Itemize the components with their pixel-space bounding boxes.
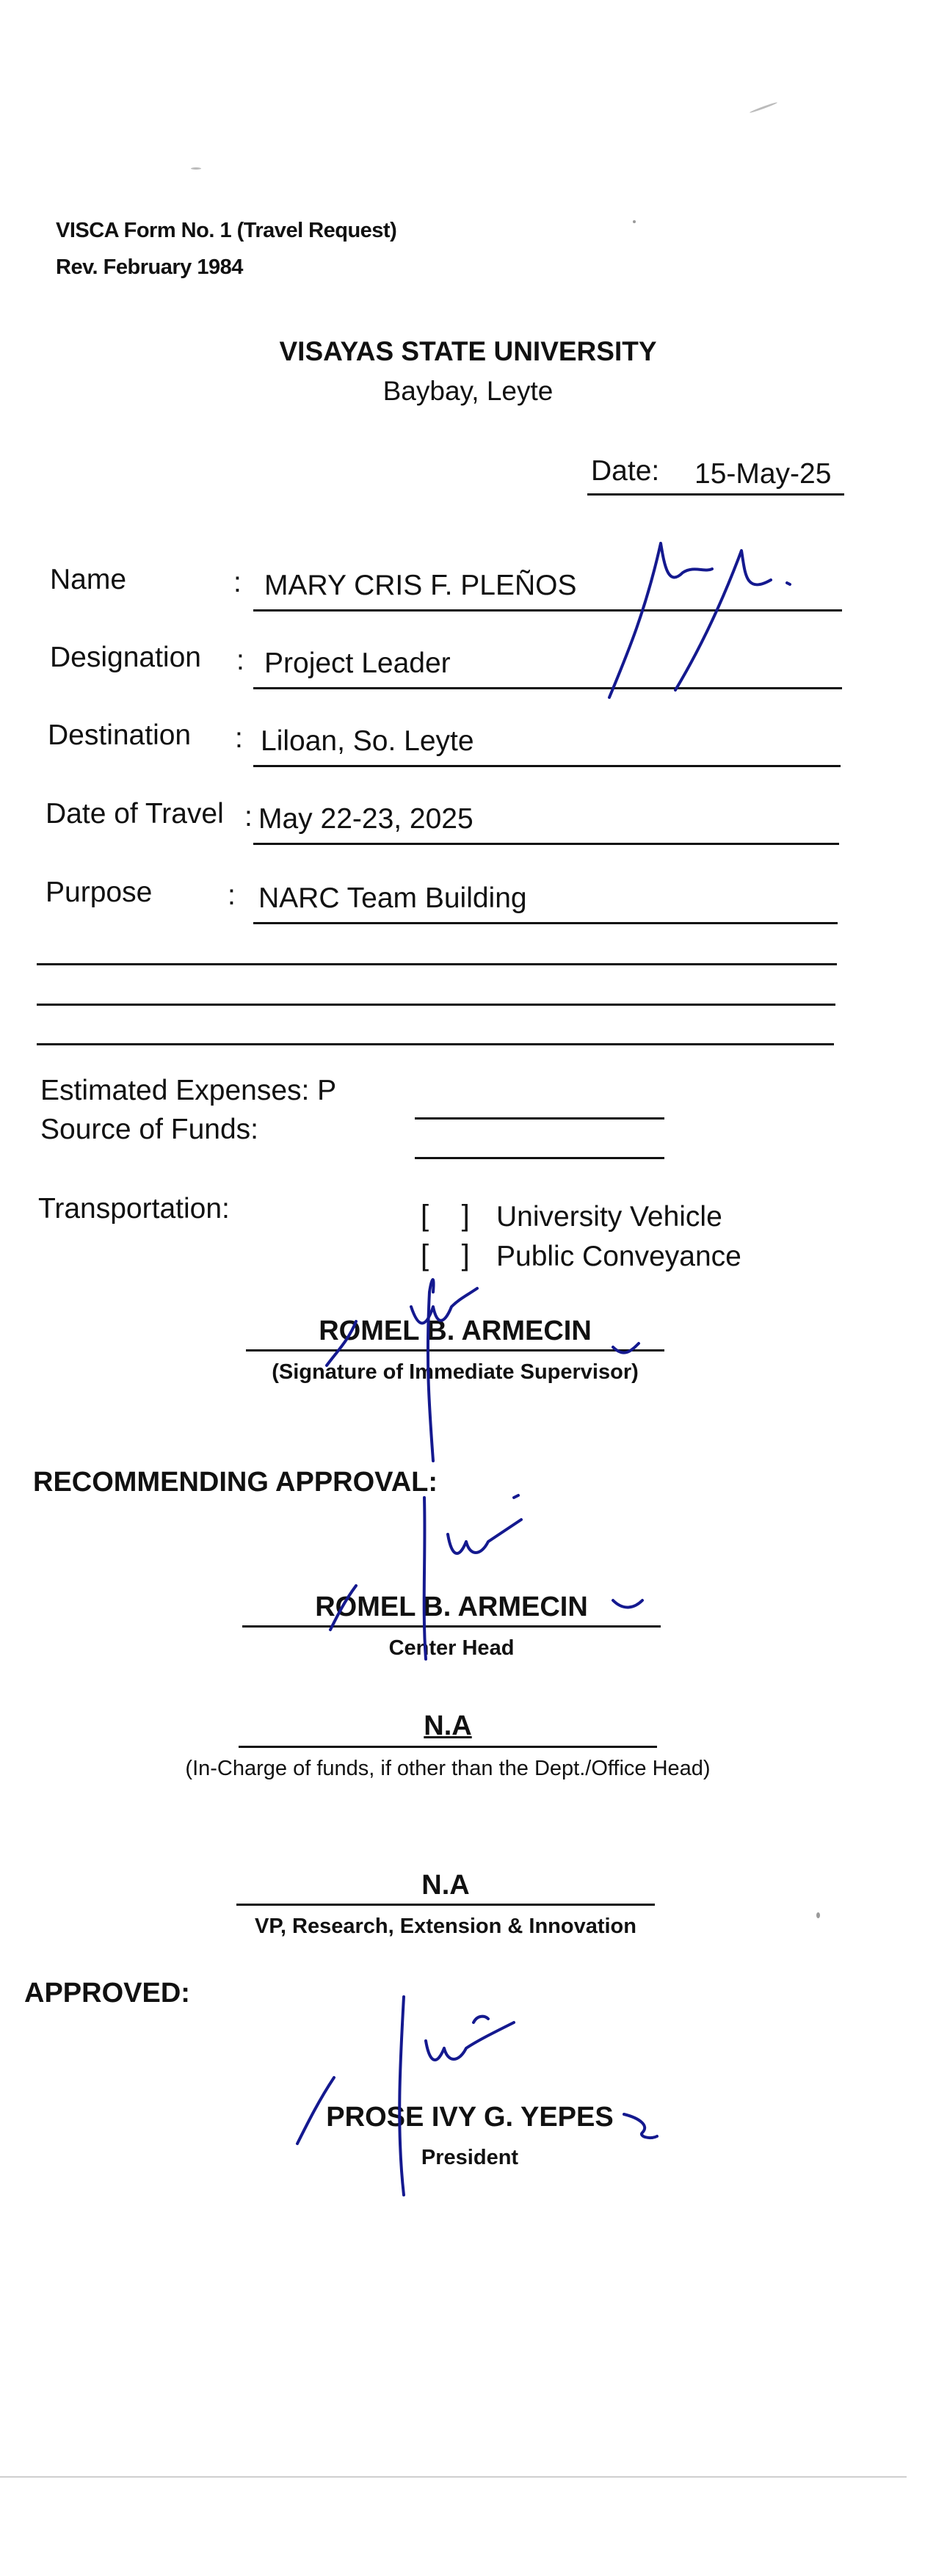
date-of-travel-label: Date of Travel (46, 798, 224, 830)
purpose-colon: : (228, 879, 236, 911)
vp-signature-line (236, 1904, 655, 1906)
recommending-approval-heading: RECOMMENDING APPROVAL: (33, 1467, 438, 1498)
funds-in-charge-signature-line (239, 1746, 657, 1748)
date-of-travel-colon: : (244, 801, 253, 832)
destination-value: Liloan, So. Leyte (261, 725, 474, 757)
university-title: VISAYAS STATE UNIVERSITY (279, 336, 657, 366)
name-value: MARY CRIS F. PLEÑOS (264, 570, 577, 601)
vp-name: N.A (421, 1870, 470, 1901)
approved-heading: APPROVED: (24, 1978, 190, 2009)
designation-value: Project Leader (264, 647, 451, 679)
supervisor-name: ROMEL B. ARMECIN (319, 1316, 592, 1346)
name-label: Name (50, 564, 127, 595)
estimated-expenses-label: Estimated Expenses: P (40, 1075, 337, 1106)
scan-speck (750, 101, 778, 113)
date-of-travel-underline (253, 843, 839, 845)
transportation-label: Transportation: (38, 1193, 230, 1224)
scan-edge-line (0, 2476, 907, 2478)
purpose-extra-line-2 (37, 1004, 835, 1006)
destination-label: Destination (48, 719, 192, 751)
date-label: Date: (591, 455, 660, 487)
university-vehicle-label: University Vehicle (496, 1201, 722, 1233)
purpose-extra-line-1 (37, 963, 837, 965)
date-underline (587, 493, 844, 496)
funds-in-charge-name: N.A (424, 1710, 472, 1741)
source-of-funds-label: Source of Funds: (40, 1114, 258, 1145)
date-of-travel-value: May 22-23, 2025 (258, 803, 474, 835)
funds-in-charge-title: (In-Charge of funds, if other than the Dept./Office Head) (185, 1757, 711, 1780)
purpose-underline (253, 922, 838, 924)
source-of-funds-line (415, 1157, 664, 1159)
scan-speck (633, 220, 636, 223)
president-initials (294, 1982, 675, 2202)
name-colon: : (233, 567, 242, 598)
center-head-initials (316, 1490, 661, 1666)
applicant-signature (595, 529, 800, 712)
scan-speck (816, 1912, 820, 1918)
president-name: PROSE IVY G. YEPES (326, 2102, 614, 2133)
purpose-label: Purpose (46, 877, 153, 908)
designation-colon: : (236, 645, 244, 676)
supervisor-signature (323, 1277, 668, 1468)
form-number: VISCA Form No. 1 (Travel Request) (56, 219, 397, 242)
center-head-title: Center Head (388, 1636, 515, 1660)
public-conveyance-label: Public Conveyance (496, 1241, 741, 1272)
president-title: President (421, 2146, 519, 2169)
university-vehicle-checkbox: [ ] (421, 1200, 470, 1232)
estimated-expenses-line (415, 1117, 664, 1120)
center-head-name: ROMEL B. ARMECIN (315, 1592, 588, 1622)
destination-colon: : (235, 722, 243, 754)
supervisor-title: (Signature of Immediate Supervisor) (272, 1360, 639, 1384)
vp-title: VP, Research, Extension & Innovation (254, 1915, 636, 1938)
date-value: 15-May-25 (694, 458, 832, 490)
form-revision: Rev. February 1984 (56, 255, 243, 279)
designation-label: Designation (50, 642, 201, 673)
destination-underline (253, 765, 841, 767)
scan-speck (191, 167, 201, 170)
purpose-value: NARC Team Building (258, 882, 527, 914)
purpose-extra-line-3 (37, 1043, 834, 1045)
university-location: Baybay, Leyte (382, 376, 554, 406)
public-conveyance-checkbox: [ ] (421, 1239, 470, 1271)
